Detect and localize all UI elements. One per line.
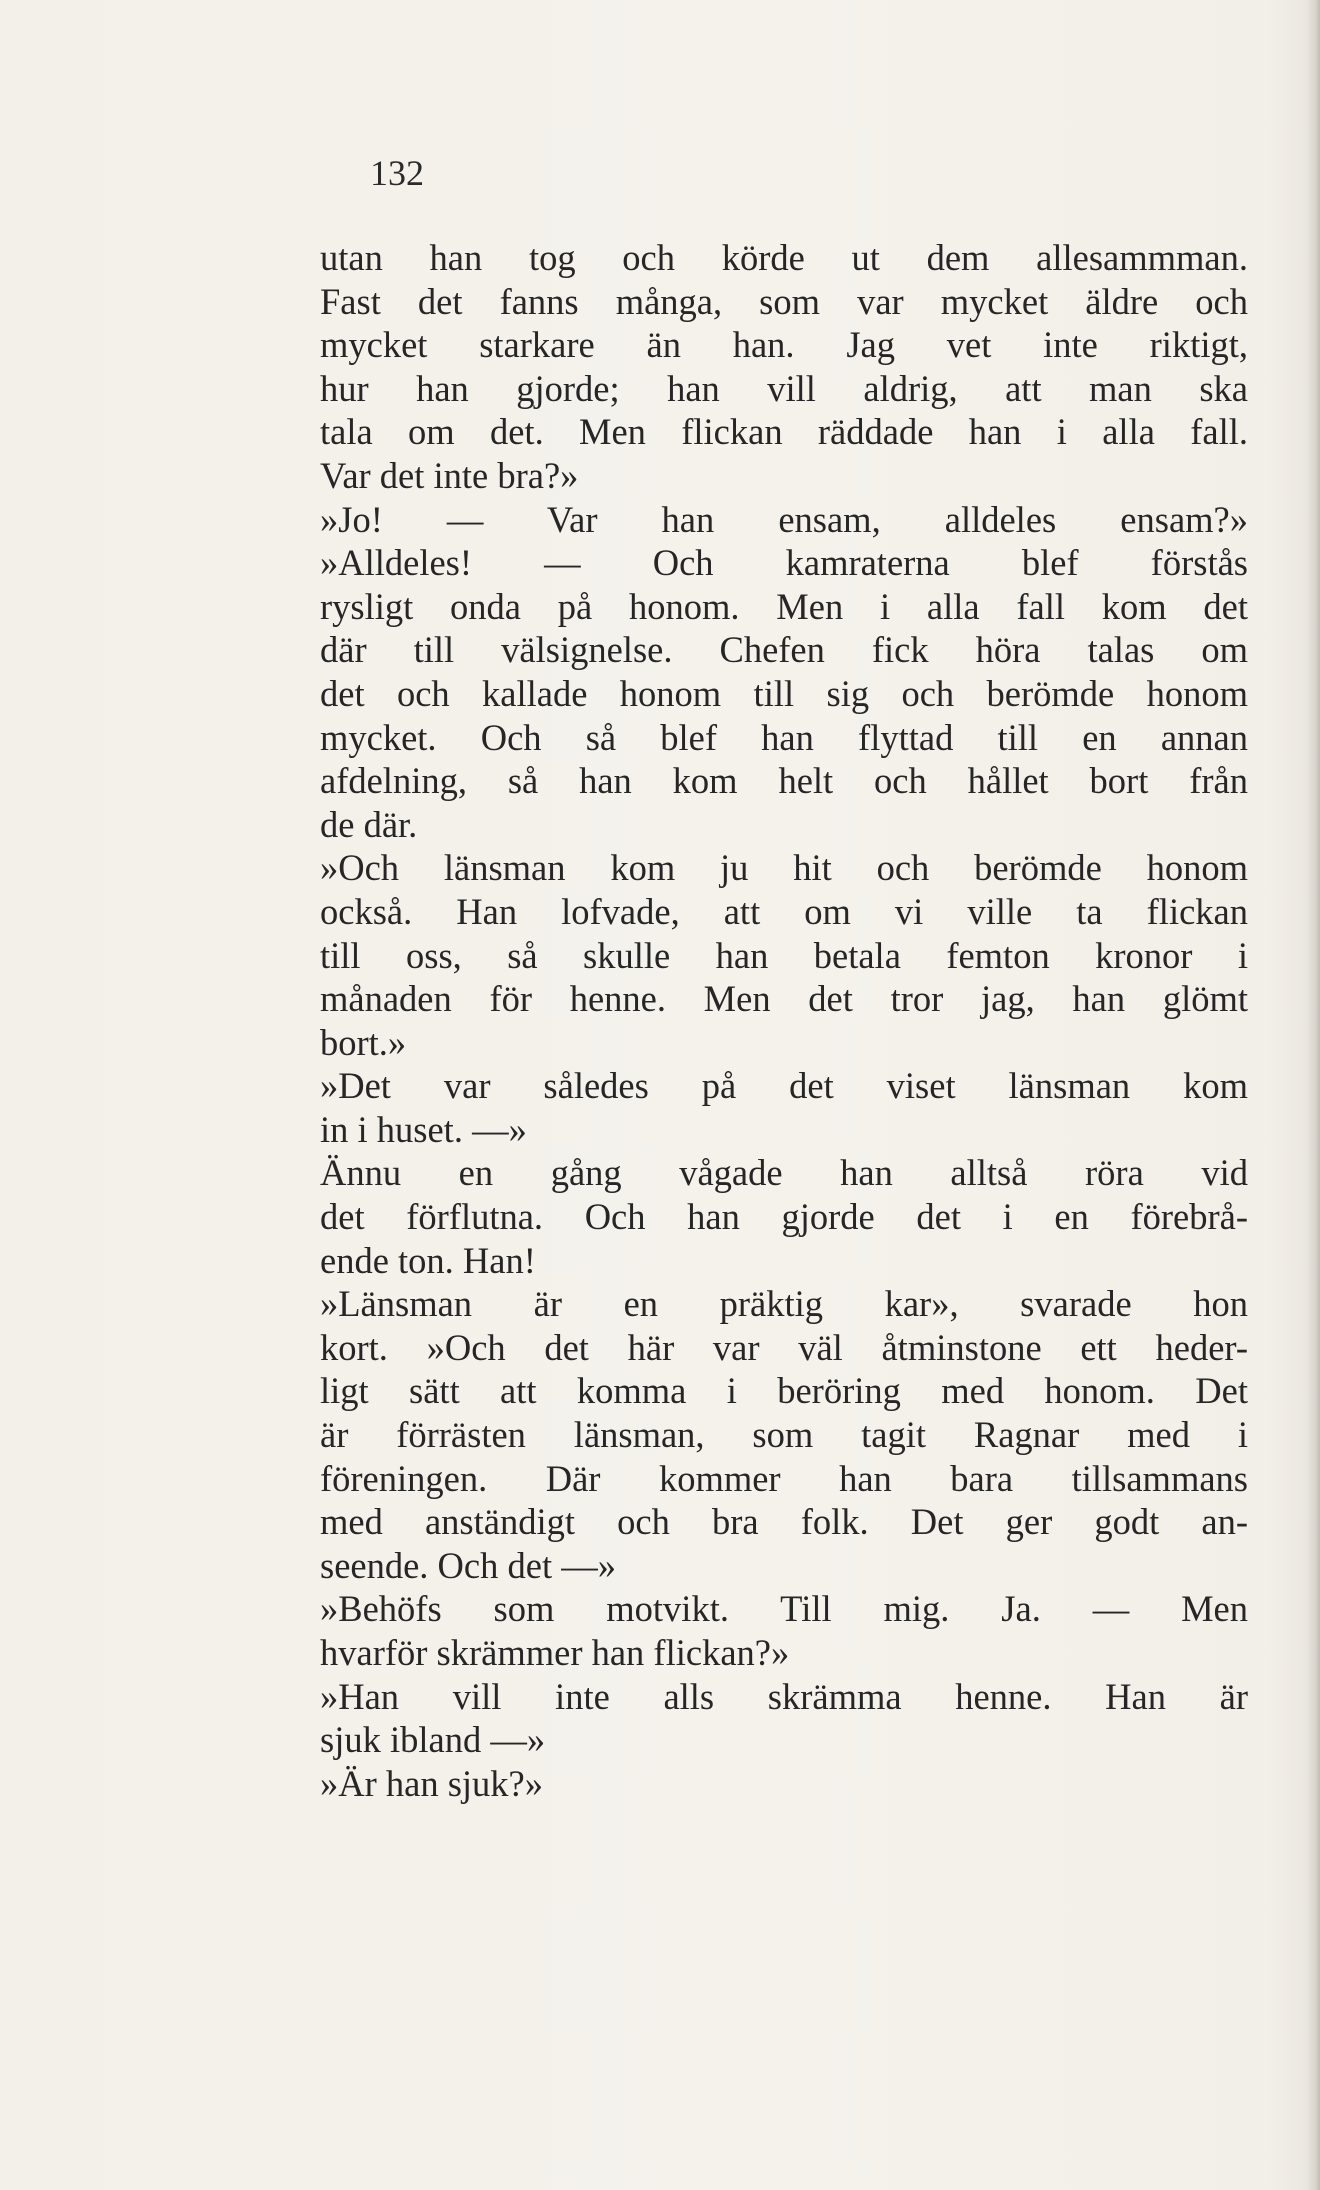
text-line: Fast det fanns många, som var mycket äldre och <box>320 280 1248 322</box>
text-line: kort. »Och det här var väl åtminstone ett heder- <box>320 1326 1248 1368</box>
text-line: hvarför skrämmer han flickan?» <box>320 1632 790 1673</box>
text-line: är förrästen länsman, som tagit Ragnar med i <box>320 1414 1248 1456</box>
text-line: hur han gjorde; han vill aldrig, att man ska <box>320 367 1248 409</box>
text-line: utan han tog och körde ut dem allesammman. <box>320 237 1248 278</box>
text-line: rysligt onda på honom. Men i alla fall kom det <box>320 585 1248 627</box>
page-number: 132 <box>370 153 424 193</box>
text-line: med anständigt och bra folk. Det ger godt an- <box>320 1501 1248 1543</box>
text-line: Var det inte bra?» <box>320 454 579 496</box>
text-line: föreningen. Där kommer han bara tillsammans <box>320 1457 1248 1499</box>
text-line: Ännu en gång vågade han alltså röra vid <box>320 1152 1248 1194</box>
text-line: »Länsman är en präktig kar», svarade hon <box>320 1283 1248 1325</box>
text-line: det och kallade honom till sig och berömde honom <box>320 672 1248 714</box>
text-line: där till välsignelse. Chefen fick höra talas om <box>320 629 1248 671</box>
text-line: det förflutna. Och han gjorde det i en förebrå- <box>320 1196 1248 1238</box>
text-line: »Är han sjuk?» <box>320 1762 544 1804</box>
text-line: också. Han lofvade, att om vi ville ta flickan <box>320 890 1248 932</box>
text-line: sjuk ibland —» <box>320 1719 546 1761</box>
text-line: »Jo! — Var han ensam, alldeles ensam?» <box>320 498 1248 540</box>
body-text <box>320 236 1248 1805</box>
text-line: ligt sätt att komma i beröring med honom. Det <box>320 1370 1248 1412</box>
text-line: seende. Och det —» <box>320 1544 616 1586</box>
text-line: mycket. Och så blef han flyttad till en annan <box>320 716 1248 758</box>
text-line: ende ton. Han! <box>320 1239 536 1281</box>
text-line: »Och länsman kom ju hit och berömde honom <box>320 847 1248 889</box>
page-edge-shadow <box>1306 0 1320 2190</box>
text-line: »Behöfs som motvikt. Till mig. Ja. — Men <box>320 1588 1248 1630</box>
text-line: bort.» <box>320 1021 407 1063</box>
text-line: »Det var således på det viset länsman kom <box>320 1065 1248 1107</box>
text-line: in i huset. —» <box>320 1108 527 1150</box>
text-line: afdelning, så han kom helt och hållet bort från <box>320 760 1248 802</box>
text-line: de där. <box>320 803 418 845</box>
text-line: till oss, så skulle han betala femton kronor i <box>320 934 1248 976</box>
text-line: månaden för henne. Men det tror jag, han glömt <box>320 978 1248 1020</box>
text-line: mycket starkare än han. Jag vet inte riktigt, <box>320 324 1248 366</box>
text-line: »Han vill inte alls skrämma henne. Han är <box>320 1675 1248 1717</box>
text-line: tala om det. Men flickan räddade han i alla fall. <box>320 411 1248 453</box>
text-line: »Alldeles! — Och kamraterna blef förstås <box>320 542 1248 584</box>
